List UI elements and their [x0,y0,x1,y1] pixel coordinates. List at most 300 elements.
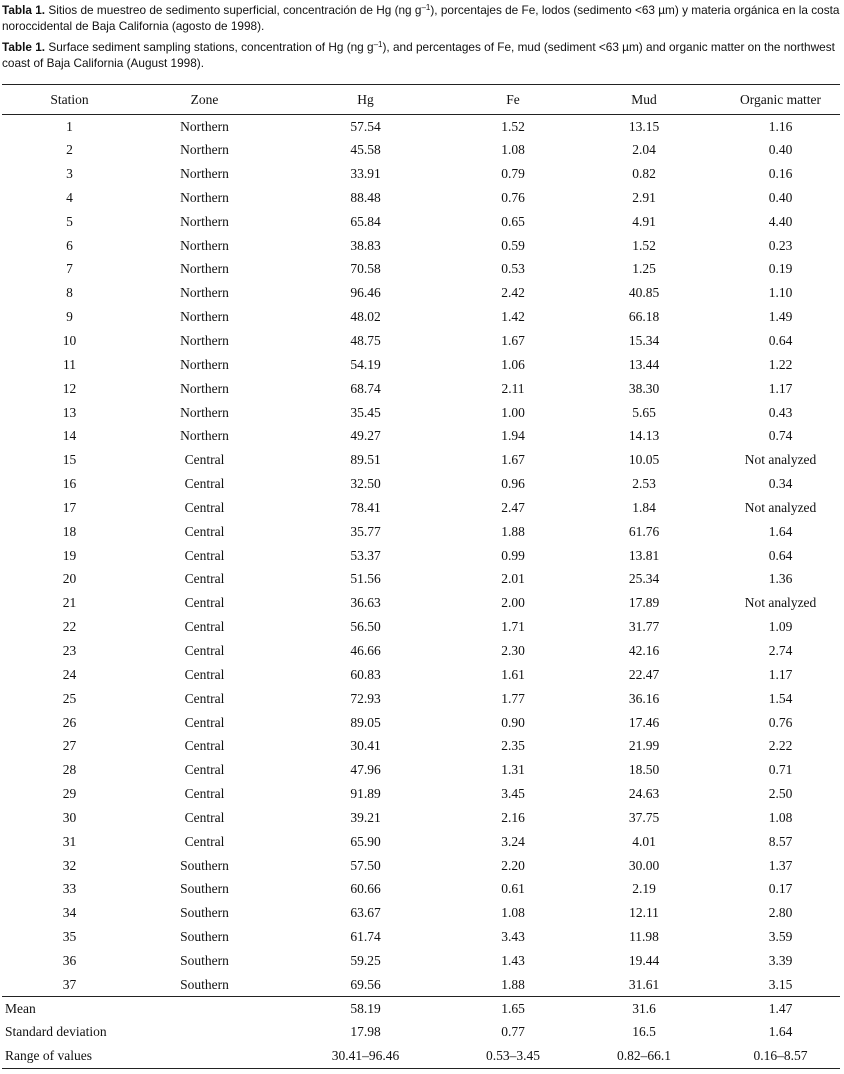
cell-hg: 30.41 [350,738,381,754]
cell-mud: 13.44 [628,356,660,372]
cell-fe: 2.16 [501,809,525,825]
cell-fe: 1.06 [501,356,525,372]
caption-label: Table 1. [2,40,46,54]
cell-hg: 65.90 [350,833,381,849]
cell-station: 7 [66,261,73,277]
cell-hg: 89.51 [350,452,381,468]
cell-hg: 68.74 [350,380,381,396]
cell-hg: 36.63 [350,595,381,611]
cell-zone: Northern [180,189,229,205]
cell-organic-matter: Not analyzed [744,452,817,468]
cell-organic-matter: 1.22 [768,356,793,372]
header-row [2,85,840,115]
cell-station: 31 [62,833,77,849]
cell-fe: 1.43 [501,952,525,968]
caption-text: ), porcentajes de Fe, lodos (sedimento <63 µm) y materia orgánica en la costa noroccidental de Baja California (agosto de 1998). [2,3,840,33]
table-row [2,115,840,139]
table-row [2,496,840,520]
cell-hg: 91.89 [350,786,381,802]
cell-hg: 88.48 [350,189,381,205]
cell-mud: 66.18 [628,309,660,325]
column-header-mud: Mud [567,85,721,115]
cell-hg: 53.37 [350,547,381,563]
stat-label: Range of values [2,1044,137,1068]
cell-zone: Northern [180,285,229,301]
cell-hg: 47.96 [350,762,381,778]
cell-zone: Southern [180,881,229,897]
cell-organic-matter: 3.39 [768,952,793,968]
cell-hg: 61.74 [350,929,381,945]
cell-hg: 46.66 [350,642,381,658]
cell-hg: 33.91 [350,166,381,182]
stat-label: Standard deviation [5,1024,107,1040]
cell-zone: Central [184,571,225,587]
table-row [2,448,840,472]
caption-spanish [2,2,840,34]
cell-station: 10 [62,333,77,349]
stat-zone [137,1021,272,1045]
cell-fe: 0.99 [501,547,525,563]
cell-organic-matter: 4.40 [768,213,793,229]
cell-organic-matter: 1.36 [768,571,793,587]
cell-station: 17 [62,499,77,515]
cell-zone: Northern [180,428,229,444]
cell-organic-matter: 1.49 [768,309,793,325]
table-row [2,353,840,377]
table-row [2,639,840,663]
cell-fe: 2.01 [501,571,525,587]
stat-label: Mean [2,997,137,1021]
cell-mud: 1.52 [632,237,656,253]
cell-hg: 60.83 [350,666,381,682]
table-row [2,854,840,878]
cell-mud: 15.34 [628,333,660,349]
stat-mud: 31.6 [567,997,721,1021]
cell-organic-matter: 1.17 [768,380,793,396]
cell-zone: Southern [180,857,229,873]
cell-fe: 1.88 [501,976,525,992]
cell-fe: 1.67 [501,452,525,468]
cell-station: 27 [62,738,77,754]
cell-zone: Northern [180,166,229,182]
cell-organic-matter: 2.22 [768,738,793,754]
cell-hg: 56.50 [350,619,381,635]
cell-organic-matter: 1.16 [768,118,793,134]
cell-station: 23 [62,642,77,658]
cell-mud: 10.05 [628,452,660,468]
table-row [2,162,840,186]
table-body [2,115,840,1069]
cell-station: 32 [62,857,77,873]
cell-fe: 1.52 [501,118,525,134]
cell-hg: 38.83 [350,237,381,253]
cell-organic-matter: 0.64 [768,547,793,563]
cell-station: 15 [62,452,77,468]
cell-zone: Northern [180,261,229,277]
cell-organic-matter: 8.57 [768,833,793,849]
cell-mud: 61.76 [628,523,660,539]
cell-mud: 18.50 [628,762,660,778]
cell-station: 25 [62,690,77,706]
cell-zone: Southern [180,976,229,992]
column-header-hg: Hg [272,85,459,115]
cell-fe: 3.43 [501,929,525,945]
table-row [2,424,840,448]
cell-zone: Central [184,499,225,515]
cell-station: 22 [62,619,77,635]
cell-mud: 31.77 [628,619,660,635]
cell-station: 14 [62,428,77,444]
cell-organic-matter: 0.16 [768,166,793,182]
stat-organic-matter: 1.47 [721,997,840,1021]
cell-organic-matter: 2.50 [768,786,793,802]
cell-station: 30 [62,809,77,825]
cell-organic-matter: 0.23 [768,237,793,253]
cell-organic-matter: 0.43 [768,404,793,420]
cell-mud: 14.13 [628,428,660,444]
cell-organic-matter: 1.64 [768,523,793,539]
cell-mud: 40.85 [628,285,660,301]
cell-fe: 1.88 [501,523,525,539]
table-header [2,85,840,115]
cell-fe: 0.76 [501,189,525,205]
table-row [2,758,840,782]
cell-fe: 2.42 [501,285,525,301]
cell-fe: 0.59 [501,237,525,253]
cell-station: 28 [62,762,77,778]
cell-hg: 57.54 [350,118,381,134]
cell-fe: 1.08 [501,905,525,921]
cell-hg: 59.25 [350,952,381,968]
cell-hg: 48.75 [350,333,381,349]
cell-hg: 51.56 [350,571,381,587]
cell-mud: 1.84 [632,499,656,515]
cell-mud: 2.91 [632,189,656,205]
cell-mud: 4.91 [632,213,656,229]
cell-station: 19 [62,547,77,563]
cell-station: 4 [66,189,73,205]
table-row [2,234,840,258]
cell-mud: 38.30 [628,380,660,396]
cell-mud: 0.82 [632,166,656,182]
cell-zone: Central [184,762,225,778]
cell-mud: 36.16 [628,690,660,706]
cell-fe: 1.94 [501,428,525,444]
table-row [2,663,840,687]
cell-zone: Central [184,833,225,849]
table-row [2,878,840,902]
column-header-zone: Zone [137,85,272,115]
table-row [2,377,840,401]
cell-station: 13 [62,404,77,420]
cell-zone: Central [184,619,225,635]
cell-zone: Northern [180,380,229,396]
cell-hg: 96.46 [350,285,381,301]
cell-mud: 42.16 [628,642,660,658]
table-row [2,401,840,425]
caption-superscript: –1 [373,40,383,49]
cell-organic-matter: 1.54 [768,690,793,706]
cell-fe: 1.42 [501,309,525,325]
stat-mud: 16.5 [632,1024,656,1040]
table-row [2,544,840,568]
cell-hg: 70.58 [350,261,381,277]
cell-organic-matter: 3.59 [768,929,793,945]
table-row [2,258,840,282]
cell-station: 26 [62,714,77,730]
cell-station: 35 [62,929,77,945]
cell-station: 16 [62,476,77,492]
table-row [2,687,840,711]
cell-mud: 37.75 [628,809,660,825]
cell-mud: 5.65 [632,404,656,420]
table-row [2,138,840,162]
table-row [2,925,840,949]
cell-station: 21 [62,595,77,611]
caption-label: Tabla 1. [2,3,46,17]
cell-fe: 3.24 [501,833,525,849]
stat-zone [137,997,272,1021]
cell-organic-matter: 0.19 [768,261,793,277]
cell-hg: 35.77 [350,523,381,539]
cell-zone: Northern [180,118,229,134]
cell-zone: Northern [180,213,229,229]
cell-zone: Southern [180,905,229,921]
cell-station: 37 [62,976,77,992]
cell-zone: Northern [180,142,229,158]
stat-hg: 17.98 [350,1024,381,1040]
table-row [2,591,840,615]
stat-zone [137,1044,272,1068]
cell-zone: Southern [180,952,229,968]
column-header-station: Station [2,85,137,115]
table-row [2,615,840,639]
cell-hg: 54.19 [350,356,381,372]
cell-fe: 0.53 [501,261,525,277]
cell-mud: 19.44 [628,952,660,968]
cell-organic-matter: Not analyzed [744,595,817,611]
cell-organic-matter: 1.08 [768,809,793,825]
cell-zone: Central [184,786,225,802]
cell-hg: 72.93 [350,690,381,706]
cell-zone: Central [184,452,225,468]
caption-english [2,39,840,71]
table-row [2,901,840,925]
table-row [2,568,840,592]
cell-mud: 21.99 [628,738,660,754]
cell-fe: 3.45 [501,786,525,802]
cell-mud: 31.61 [628,976,660,992]
stat-fe: 0.53–3.45 [459,1044,567,1068]
cell-mud: 17.46 [628,714,660,730]
cell-organic-matter: 1.37 [768,857,793,873]
table-row [2,806,840,830]
cell-fe: 0.96 [501,476,525,492]
cell-zone: Northern [180,237,229,253]
cell-organic-matter: 1.10 [768,285,793,301]
cell-fe: 1.67 [501,333,525,349]
table-row [2,520,840,544]
cell-organic-matter: 1.17 [768,666,793,682]
summary-row [2,1044,840,1068]
cell-fe: 1.61 [501,666,525,682]
cell-fe: 2.00 [501,595,525,611]
cell-hg: 65.84 [350,213,381,229]
cell-zone: Northern [180,309,229,325]
cell-station: 18 [62,523,77,539]
cell-station: 2 [66,142,73,158]
caption-text: Sitios de muestreo de sedimento superficial, concentración de Hg (ng g [45,3,422,17]
column-header-organic-matter: Organic matter [721,85,840,115]
cell-mud: 22.47 [628,666,660,682]
cell-mud: 17.89 [628,595,660,611]
table-row [2,329,840,353]
cell-fe: 0.65 [501,213,525,229]
cell-station: 20 [62,571,77,587]
cell-fe: 2.20 [501,857,525,873]
stat-hg: 58.19 [272,997,459,1021]
cell-mud: 1.25 [632,261,656,277]
cell-hg: 49.27 [350,428,381,444]
cell-mud: 12.11 [629,905,659,921]
cell-organic-matter: 0.34 [768,476,793,492]
cell-zone: Central [184,595,225,611]
column-header-fe: Fe [459,85,567,115]
cell-station: 12 [62,380,77,396]
cell-hg: 78.41 [350,499,381,515]
cell-zone: Northern [180,404,229,420]
cell-organic-matter: Not analyzed [744,499,817,515]
caption-text: ), and percentages of Fe, mud (sediment <63 µm) and organic matter on the northwest coast of Baja California (August 1998). [2,40,835,70]
cell-fe: 1.31 [501,762,525,778]
cell-mud: 2.19 [632,881,656,897]
cell-station: 36 [62,952,77,968]
cell-hg: 48.02 [350,309,381,325]
cell-station: 34 [62,905,77,921]
table-row [2,949,840,973]
caption-superscript: –1 [421,3,431,12]
cell-fe: 1.71 [501,619,525,635]
cell-fe: 2.35 [501,738,525,754]
stat-hg: 30.41–96.46 [272,1044,459,1068]
cell-fe: 2.11 [501,380,525,396]
table-row [2,472,840,496]
cell-zone: Northern [180,333,229,349]
summary-row [2,1021,840,1045]
cell-station: 5 [66,213,73,229]
stat-organic-matter: 1.64 [768,1024,793,1040]
cell-organic-matter: 0.76 [768,714,793,730]
table-row [2,782,840,806]
table-row [2,973,840,997]
cell-zone: Central [184,738,225,754]
stat-fe: 0.77 [501,1024,525,1040]
cell-fe: 0.90 [501,714,525,730]
cell-hg: 35.45 [350,404,381,420]
cell-mud: 25.34 [628,571,660,587]
cell-station: 1 [66,118,73,134]
cell-station: 3 [66,166,73,182]
cell-hg: 57.50 [350,857,381,873]
caption-text: Surface sediment sampling stations, concentration of Hg (ng g [45,40,374,54]
cell-mud: 4.01 [632,833,656,849]
summary-row [2,997,840,1021]
cell-mud: 13.81 [628,547,660,563]
cell-zone: Central [184,666,225,682]
stat-mud: 0.82–66.1 [567,1044,721,1068]
cell-zone: Central [184,523,225,539]
table-captions [2,2,840,71]
cell-organic-matter: 2.74 [768,642,793,658]
cell-station: 11 [63,356,76,372]
cell-zone: Central [184,642,225,658]
cell-station: 8 [66,285,73,301]
cell-zone: Northern [180,356,229,372]
cell-mud: 11.98 [629,929,659,945]
cell-organic-matter: 0.40 [768,142,793,158]
cell-zone: Central [184,476,225,492]
table-row [2,734,840,758]
table-row [2,210,840,234]
table-row [2,711,840,735]
cell-station: 24 [62,666,77,682]
cell-fe: 0.79 [501,166,525,182]
cell-organic-matter: 0.17 [768,881,793,897]
table-row [2,830,840,854]
cell-hg: 63.67 [350,905,381,921]
cell-zone: Central [184,547,225,563]
cell-organic-matter: 1.09 [768,619,793,635]
cell-hg: 39.21 [350,809,381,825]
cell-station: 29 [62,786,77,802]
cell-hg: 69.56 [350,976,381,992]
cell-station: 9 [66,309,73,325]
cell-organic-matter: 0.74 [768,428,793,444]
cell-zone: Southern [180,929,229,945]
cell-hg: 60.66 [350,881,381,897]
cell-mud: 2.04 [632,142,656,158]
cell-fe: 2.30 [501,642,525,658]
sediment-data-table [2,84,840,1069]
stat-organic-matter: 0.16–8.57 [721,1044,840,1068]
cell-mud: 13.15 [628,118,660,134]
cell-mud: 24.63 [628,786,660,802]
cell-zone: Central [184,690,225,706]
cell-fe: 1.08 [501,142,525,158]
cell-hg: 32.50 [350,476,381,492]
cell-organic-matter: 0.40 [768,189,793,205]
cell-station: 6 [66,237,73,253]
table-row [2,281,840,305]
cell-organic-matter: 2.80 [768,905,793,921]
cell-station: 33 [62,881,77,897]
cell-mud: 2.53 [632,476,656,492]
cell-hg: 89.05 [350,714,381,730]
cell-organic-matter: 0.71 [768,762,793,778]
cell-fe: 1.77 [501,690,525,706]
cell-organic-matter: 0.64 [768,333,793,349]
cell-fe: 0.61 [501,881,525,897]
stat-fe: 1.65 [459,997,567,1021]
table-row [2,186,840,210]
cell-mud: 30.00 [628,857,660,873]
cell-hg: 45.58 [350,142,381,158]
cell-fe: 2.47 [501,499,525,515]
cell-fe: 1.00 [501,404,525,420]
cell-zone: Central [184,809,225,825]
cell-organic-matter: 3.15 [768,976,793,992]
table-row [2,305,840,329]
